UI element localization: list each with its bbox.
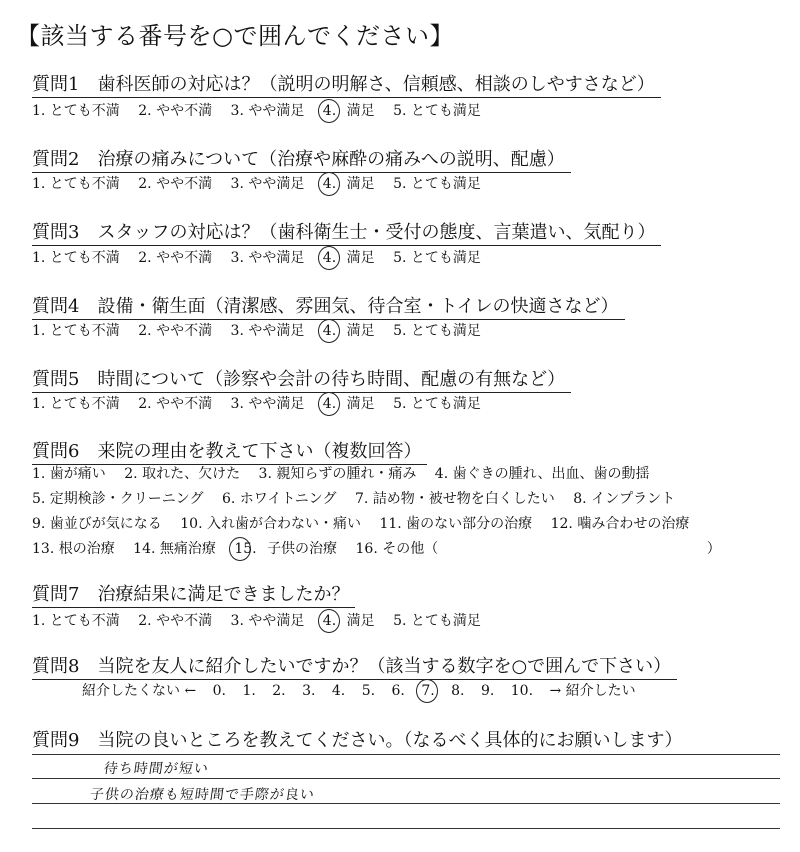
q1-option-1[interactable]: 1. とても不満 bbox=[32, 103, 120, 119]
q8-scale-5[interactable]: 5. bbox=[361, 683, 376, 699]
q8-scale-7-circled[interactable]: 7. bbox=[421, 683, 435, 699]
q3-option-1[interactable]: 1. とても不満 bbox=[32, 250, 120, 266]
q7-option-4-circled[interactable]: 4. bbox=[322, 613, 337, 629]
q1-option-5[interactable]: 5. とても満足 bbox=[393, 103, 481, 119]
q1-option-2[interactable]: 2. やや不満 bbox=[138, 103, 213, 119]
q9-handwritten-answer-1[interactable]: 待ち時間が短い bbox=[102, 761, 210, 777]
q5-options bbox=[32, 393, 495, 413]
q3-option-2[interactable]: 2. やや不満 bbox=[138, 250, 213, 266]
q6-option-9[interactable]: 9. 歯並びが気になる bbox=[32, 516, 162, 532]
q5-option-4-label: 満足 bbox=[346, 396, 375, 412]
q6-option-15-circled[interactable]: 15. bbox=[234, 541, 257, 557]
q6-option-16[interactable]: 16. その他（ bbox=[355, 541, 439, 557]
q1-option-4-circled[interactable]: 4. bbox=[322, 103, 337, 119]
q8-scale-6[interactable]: 6. bbox=[391, 683, 405, 699]
q5-title: 質問5 時間について（診察や会計の待ち時間、配慮の有無など） bbox=[32, 365, 571, 393]
q2-options bbox=[32, 173, 495, 193]
q6-option-11[interactable]: 11. 歯のない部分の治療 bbox=[379, 516, 533, 532]
q4-option-4-circled[interactable]: 4. bbox=[322, 323, 337, 339]
q8-scale-4[interactable]: 4. bbox=[331, 683, 346, 699]
q2-option-5[interactable]: 5. とても満足 bbox=[393, 176, 481, 192]
q4-title: 質問4 設備・衛生面（清潔感、雰囲気、待合室・トイレの快適さなど） bbox=[32, 292, 625, 320]
q6-option-10[interactable]: 10. 入れ歯が合わない・痛い bbox=[180, 516, 361, 532]
q4-option-2[interactable]: 2. やや不満 bbox=[138, 323, 213, 339]
q6-option-14[interactable]: 14. 無痛治療 bbox=[133, 541, 216, 557]
q6-option-12[interactable]: 12. 噛み合わせの治療 bbox=[550, 516, 690, 532]
q7-title: 質問7 治療結果に満足できましたか？ bbox=[32, 580, 355, 608]
q6-option-6[interactable]: 6. ホワイトニング bbox=[221, 491, 337, 507]
q6-row-4 bbox=[32, 538, 735, 558]
q8-scale-2[interactable]: 2. bbox=[272, 683, 286, 699]
answer-line-3 bbox=[32, 803, 780, 804]
q7-option-5[interactable]: 5. とても満足 bbox=[393, 613, 481, 629]
q9-title: 質問9 当院の良いところを教えてください。（なるべく具体的にお願いします） bbox=[32, 730, 683, 751]
q6-row-3 bbox=[32, 513, 703, 533]
q4-option-3[interactable]: 3. やや満足 bbox=[230, 323, 305, 339]
q6-option-5[interactable]: 5. 定期検診・クリーニング bbox=[32, 491, 204, 507]
q6-option-13[interactable]: 13. 根の治療 bbox=[32, 541, 115, 557]
q8-scale-1[interactable]: 1. bbox=[242, 683, 256, 699]
q9-handwritten-answer-2[interactable]: 子供の治療も短時間で手際が良い bbox=[88, 787, 316, 803]
q8-scale-10[interactable]: 10. bbox=[510, 683, 534, 699]
q3-option-3[interactable]: 3. やや満足 bbox=[230, 250, 305, 266]
q6-row-2 bbox=[32, 488, 689, 508]
q8-scale-0[interactable]: 0. bbox=[212, 683, 226, 699]
q6-option-7[interactable]: 7. 詰め物・被せ物を白くしたい bbox=[355, 491, 555, 507]
q6-option-1[interactable]: 1. 歯が痛い bbox=[32, 466, 106, 482]
q6-title: 質問6 来院の理由を教えて下さい（複数回答） bbox=[32, 437, 427, 465]
q6-row-1 bbox=[32, 463, 663, 483]
q6-option-16-close: ） bbox=[706, 541, 721, 557]
q4-options bbox=[32, 320, 495, 340]
answer-line-4 bbox=[32, 828, 780, 829]
q4-option-5[interactable]: 5. とても満足 bbox=[393, 323, 481, 339]
q8-right-label: → 紹介したい bbox=[549, 683, 636, 699]
q2-option-4-label: 満足 bbox=[346, 176, 375, 192]
q5-option-1[interactable]: 1. とても不満 bbox=[32, 396, 120, 412]
page-title: 【該当する番号を○で囲んでください】 bbox=[16, 22, 454, 50]
q1-option-4-label: 満足 bbox=[346, 103, 375, 119]
q8-left-label: 紹介したくない ← bbox=[82, 683, 197, 699]
q2-option-3[interactable]: 3. やや満足 bbox=[230, 176, 305, 192]
q5-option-3[interactable]: 3. やや満足 bbox=[230, 396, 305, 412]
answer-line-1 bbox=[32, 754, 780, 755]
q7-options bbox=[32, 610, 495, 630]
q3-option-4-circled[interactable]: 4. bbox=[322, 250, 337, 266]
q1-option-3[interactable]: 3. やや満足 bbox=[230, 103, 305, 119]
q3-option-5[interactable]: 5. とても満足 bbox=[393, 250, 481, 266]
q8-scale bbox=[82, 680, 648, 700]
q6-option-4[interactable]: 4. 歯ぐきの腫れ、出血、歯の動揺 bbox=[434, 466, 650, 482]
q3-options bbox=[32, 247, 495, 267]
q2-title: 質問2 治療の痛みについて（治療や麻酔の痛みへの説明、配慮） bbox=[32, 145, 571, 173]
q7-option-3[interactable]: 3. やや満足 bbox=[230, 613, 305, 629]
q2-option-4-circled[interactable]: 4. bbox=[322, 176, 337, 192]
q5-option-4-circled[interactable]: 4. bbox=[322, 396, 337, 412]
q4-option-4-label: 満足 bbox=[346, 323, 375, 339]
q6-option-2[interactable]: 2. 取れた、欠けた bbox=[124, 466, 241, 482]
q6-option-8[interactable]: 8. インプラント bbox=[573, 491, 676, 507]
q7-option-2[interactable]: 2. やや不満 bbox=[138, 613, 213, 629]
q2-option-1[interactable]: 1. とても不満 bbox=[32, 176, 120, 192]
q6-option-15-label: 子供の治療 bbox=[267, 541, 338, 557]
q8-scale-8[interactable]: 8. bbox=[451, 683, 465, 699]
q8-title: 質問8 当院を友人に紹介したいですか？（該当する数字を○で囲んで下さい） bbox=[32, 652, 677, 680]
q6-option-3[interactable]: 3. 親知らずの腫れ・痛み bbox=[258, 466, 417, 482]
q5-option-5[interactable]: 5. とても満足 bbox=[393, 396, 481, 412]
q3-title: 質問3 スタッフの対応は？（歯科衛生士・受付の態度、言葉遣い、気配り） bbox=[32, 218, 661, 246]
q7-option-1[interactable]: 1. とても不満 bbox=[32, 613, 120, 629]
q3-option-4-label: 満足 bbox=[346, 250, 375, 266]
q8-scale-3[interactable]: 3. bbox=[302, 683, 316, 699]
q1-options bbox=[32, 100, 495, 120]
q7-option-4-label: 満足 bbox=[346, 613, 375, 629]
q1-title: 質問1 歯科医師の対応は？（説明の明解さ、信頼感、相談のしやすさなど） bbox=[32, 70, 661, 98]
q2-option-2[interactable]: 2. やや不満 bbox=[138, 176, 213, 192]
answer-line-2 bbox=[32, 778, 780, 779]
q4-option-1[interactable]: 1. とても不満 bbox=[32, 323, 120, 339]
q5-option-2[interactable]: 2. やや不満 bbox=[138, 396, 213, 412]
q8-scale-9[interactable]: 9. bbox=[480, 683, 495, 699]
